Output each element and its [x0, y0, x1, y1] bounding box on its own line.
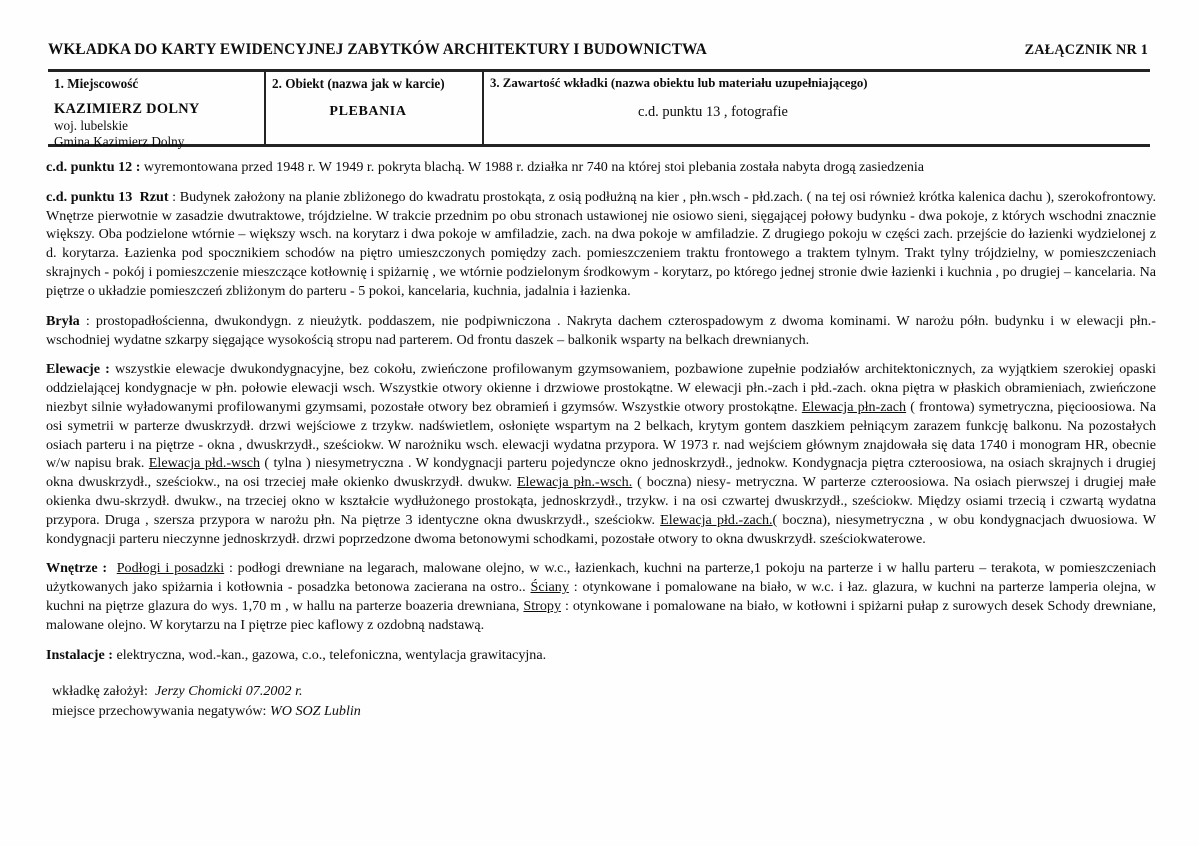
elewacje-label: Elewacje :	[46, 361, 110, 378]
point-12-label: c.d. punktu 12 :	[46, 159, 141, 175]
locality-voivodeship: woj. lubelskie	[54, 117, 128, 133]
point-13-sublabel: Rzut	[139, 188, 169, 205]
table-cell-object	[266, 72, 484, 144]
wnetrze-underline-3: Stropy	[523, 598, 562, 615]
signature-negatives-value: WO SOZ Lublin	[270, 702, 361, 719]
point-12-text: wyremontowana przed 1948 r. W 1949 r. pokryta blachą. W 1988 r. działka nr 740 na której stoi plebania została nabyta drogą zasiedzenia	[140, 159, 925, 175]
elewacje-text-1: wszystkie elewacje dwukondygnacyjne, bez cokołu, zwieńczone profilowanym gzymsowaniem, pozbawione zupełnie podziałów architektonicznych, za wyjątkiem szerokiej opaski oddzielającej kondygnacje w płn. połowie elewacji wsch. Wszystkie otwory okienne i drzwiowe prostokątne. W elewacji płn.-zach i płd.-zach. okna piętra w płaskich obramieniach, zwieńczone niezbyt silnie wyładowanymi profilowanymi gzymsami, pozostałe otwory bez obramień i gzymsów. Wszystkie otwory prostokątne.	[46, 361, 1156, 415]
table-cell-locality	[48, 72, 266, 150]
instalacje-text: elektryczna, wod.-kan., gazowa, c.o., telefoniczna, wentylacja grawitacyjna.	[112, 646, 547, 663]
elewacje-underline-1: Elewacja płn-zach	[801, 398, 907, 415]
document-body	[46, 158, 1156, 721]
elewacje-text-2: ( frontowa) symetryczna, pięcioosiowa. Na osi symetrii w parterze dwuskrzydł. drzwi wejściowe z trzykw. nadświetlem, osłonięte wspartym na 2 belkach, krytym gontem daszkiem pełniącym zarazem funkcję balkonu. Na pozostałych osiach parteru i na piętrze - okna , dwuskrzydł., sześciokw. W narożniku wsch. elewacji wydatna przypora. W 1973 r. nad wejściem głównym znajdowała się data 1740 i monogram HR, obecnie w/w napisu brak.	[46, 398, 1156, 472]
elewacje-underline-2: Elewacja płd.-wsch	[148, 455, 261, 472]
annex-label: ZAŁĄCZNIK NR 1	[1024, 42, 1148, 58]
elewacje-underline-4: Elewacja płd.-zach.	[660, 511, 773, 528]
wnetrze-underline-1: Podłogi i posadzki	[116, 560, 225, 577]
instalacje-label: Instalacje :	[46, 646, 113, 663]
bryla-label: Bryła	[46, 312, 80, 329]
paragraph-point-13	[46, 188, 1156, 301]
signature-negatives-line	[52, 701, 1156, 721]
content-heading: 3. Zawartość wkładki (nazwa obiektu lub materiału uzupełniającego)	[490, 76, 868, 90]
content-value: c.d. punktu 13 , fotografie	[638, 104, 788, 121]
wnetrze-text-2: : otynkowane i pomalowane na biało, w w.c. i łaz. glazura, w kuchni na parterze lamperia olejna, w kuchni na piętrze glazura do wys. 1,70 m , w hallu na parterze boazeria drewniana,	[46, 579, 1157, 615]
point-13-label: c.d. punktu 13	[46, 188, 133, 205]
paragraph-bryla	[46, 312, 1156, 350]
paragraph-elewacje	[46, 360, 1156, 548]
signature-author-line	[52, 681, 1156, 701]
wnetrze-label: Wnętrze :	[46, 560, 108, 577]
elewacje-text-3: ( tylna ) niesymetryczna . W kondygnacji parteru pojedyncze okno jednoskrzydł., jednokw. Kondygnacja piętra czteroosiowa, na osiach skrajnych i drugiej okna dwuskrzydł., sześciokw., na osi trzeciej małe okienko dwuskrzydł. dwukw.	[46, 455, 1156, 491]
elewacje-underline-3: Elewacja płn.-wsch.	[516, 474, 633, 491]
locality-heading: 1. Miejscowość	[54, 76, 139, 91]
identification-table	[48, 69, 1150, 150]
signature-author-label: wkładkę założył:	[52, 682, 148, 699]
wnetrze-underline-2: Ściany	[530, 579, 569, 596]
elewacje-text-4: ( boczna) niesy- metryczna. W parterze czteroosiowa. Na osiach pierwszej i drugiej małe okienka dwu-skrzydł. dwukw., na trzeciej okno w kształcie wydłużonego prostokąta, jednoskrzydł., trzykw. i na osi czwartej dwuskrzydł., sześciokw. Między osiami trzecią i czwartą wydatna przypora. Druga , szersza przypora w narożu płn. Na piętrze 3 identyczne okna dwuskrzydł., sześciokw.	[46, 474, 1156, 528]
table-cell-content	[484, 72, 1150, 144]
elewacje-text-5: ( boczna), niesymetryczna , w obu kondygnacjach dwuosiowa. W kondygnacji parteru nieczynne jednoskrzydł. drzwi poprzedzone dwoma betonowymi schodkami, pozostałe otwory to okna dwuskrzydł. sześciokwaterowe.	[46, 511, 1157, 547]
signature-block	[46, 681, 1156, 722]
locality-name: KAZIMIERZ DOLNY	[54, 100, 200, 117]
object-name: PLEBANIA	[329, 103, 407, 119]
signature-author-value: Jerzy Chomicki 07.2002 r.	[154, 682, 303, 699]
wnetrze-text-3: : otynkowane i pomalowane na biało, w kotłowni i spiżarni pułap z surowych desek Schody drewniane, malowane olejno. W korytarzu na I piętrze piec kaflowy z ozdobną nadstawą.	[46, 598, 1156, 633]
point-13-text: : Budynek założony na planie zbliżonego do kwadratu prostokąta, z osią podłużną na kier , płn.wsch - płd.zach. ( na tej osi również krótka kalenica dachu ), szerokofrontowy. Wnętrze pierwotnie w zasadzie dwutraktowe, trójdzielne. W trakcie przednim po obu stronach ustawionej nie osiowo sieni, sięgającej połowy budynku - dwa pokoje, z których wschodni znacznie większy. Oba podzielone wtórnie – większy wsch. na korytarz i dwa pokoje w amfiladzie, zach. na dwa pokoje w amfiladzie. Z drugiego pokoju w części zach. przejście do łazienki wydzielonej z d. korytarza. Łazienka pod spocznikiem schodów na piętro umieszczonych pomiędzy zach. pomieszczeniem traktu frontowego a traktem tylnym. Trakt tylny trójdzielny, w pomieszczeniach skrajnych - pokój i pomieszczenie mieszczące kotłownię i spiżarnię , we wtórnie podzielonym środkowym - korytarz, po którego jednej stronie dwie łazienki i kuchnia , po drugiej – kancelaria. Na piętrze o układzie pomieszczeń zbliżonym do parteru - 5 pokoi, kancelaria, kuchnia, jadalnia i łazienka.	[46, 188, 1157, 299]
signature-negatives-label: miejsce przechowywania negatywów:	[52, 702, 267, 719]
paragraph-instalacje	[46, 646, 1156, 665]
object-heading: 2. Obiekt (nazwa jak w karcie)	[272, 76, 445, 91]
paragraph-point-12	[46, 158, 1156, 177]
locality-commune: Gmina Kazimierz Dolny	[54, 134, 185, 150]
document-header	[48, 41, 1152, 59]
page-title: WKŁADKA DO KARTY EWIDENCYJNEJ ZABYTKÓW ARCHITEKTURY I BUDOWNICTWA	[48, 41, 707, 58]
wnetrze-text-1: : podłogi drewniane na legarach, malowane olejno, w w.c., łazienkach, kuchni na parterze,1 pokoju na parterze i w hallu parteru – terakota, w pomieszczeniach użytkowanych jako spiżarnia i kotłownia - posadzka betonowa zacierana na ostro..	[46, 560, 1156, 596]
bryla-text: : prostopadłościenna, dwukondygn. z nieużytk. poddaszem, nie podpiwniczona . Nakryta dachem czterospadowym z dwoma kominami. W narożu półn. budynku i w elewacji płn.-wschodniej wydatne szkarpy sięgające wysokością stropu nad parterem. Od frontu daszek – balkonik wsparty na belkach drewnianych.	[46, 312, 1156, 348]
paragraph-wnetrze	[46, 559, 1156, 634]
